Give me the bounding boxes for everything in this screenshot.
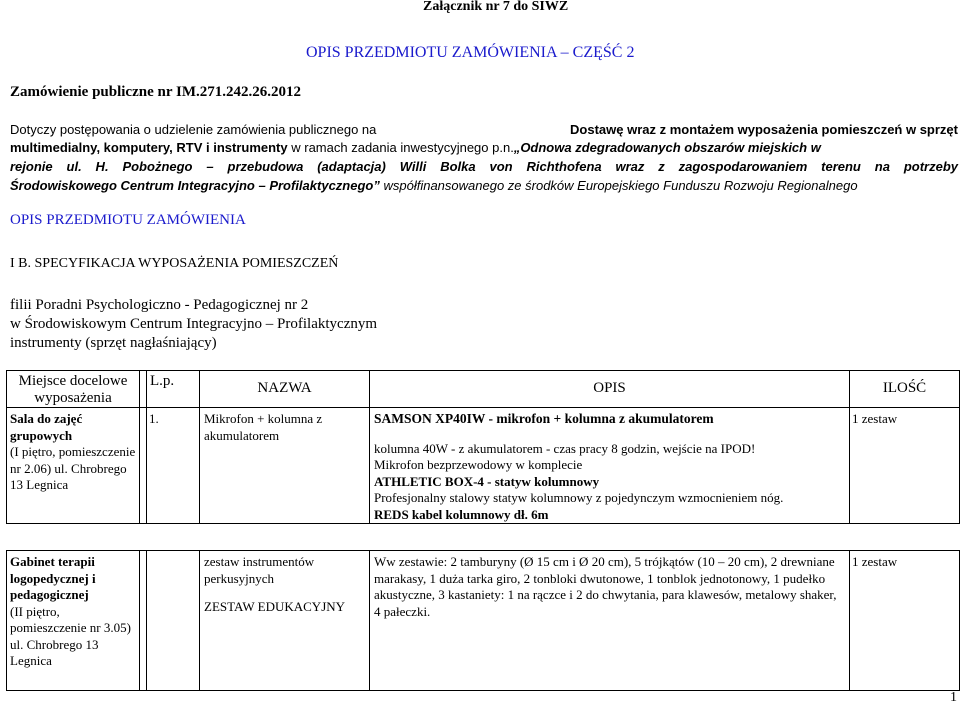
intro-line-2-bold: multimedialny, komputery, RTV i instrumenty xyxy=(10,140,288,155)
row1-desc xyxy=(370,408,850,524)
header-desc: OPIS xyxy=(370,371,850,408)
intro-line-1-bold: Dostawę wraz z montażem wyposażenia pomieszczeń w sprzęt xyxy=(570,122,958,137)
row1-qty: 1 zestaw xyxy=(850,408,960,524)
spec-title: I B. SPECYFIKACJA WYPOSAŻENIA POMIESZCZEŃ xyxy=(10,256,339,271)
row1-name: Mikrofon + kolumna z akumulatorem xyxy=(200,408,370,524)
table-row xyxy=(7,408,960,524)
spec-table-1 xyxy=(6,370,960,524)
table-row xyxy=(7,551,960,691)
intro-line-2-text: w ramach zadania inwestycyjnego p.n. xyxy=(291,140,514,155)
row1-location-name: Sala do zajęć grupowych xyxy=(10,411,83,443)
row2-desc: Ww zestawie: 2 tamburyny (Ø 15 cm i Ø 20 cm), 5 trójkątów (10 – 20 cm), 2 drewniane marakasy, 1 duża tarka giro, 2 tonbloki dwutonowe, 1 tonblok jednotonowy, 1 pudełko akustyczne, 3 kastaniety: 1 na rączce i 2 do chwytania, para klawesów, metalowy shaker, 4 pałeczki. xyxy=(370,551,850,691)
document-title: OPIS PRZEDMIOTU ZAMÓWIENIA – CZĘŚĆ 2 xyxy=(306,44,635,61)
row2-name-line: ZESTAW EDUKACYJNY xyxy=(204,599,346,614)
row2-location-name: Gabinet terapii logopedycznej i pedagogicznej xyxy=(10,554,96,602)
intro-line-3: rejonie ul. H. Pobożnego – przebudowa (adaptacja) Willi Bolka von Richthofena wraz z zagospodarowaniem terenu na potrzeby xyxy=(10,159,958,174)
intro-line-1-text: Dotyczy postępowania o udzielenie zamówienia publicznego na xyxy=(10,122,377,137)
row2-location-details: (II piętro, pomieszczenie nr 3.05) ul. Chrobrego 13 Legnica xyxy=(10,603,131,668)
row2-location xyxy=(7,551,140,691)
row1-desc-line: ATHLETIC BOX-4 - statyw kolumnowy xyxy=(374,473,600,489)
header-qty: ILOŚĆ xyxy=(850,371,960,408)
page-number: 1 xyxy=(950,690,957,705)
row2-name-line: zestaw instrumentów perkusyjnych xyxy=(204,554,315,586)
spacer-cell xyxy=(140,408,147,524)
intro-line-2 xyxy=(10,140,958,155)
subtitle-1: filii Poradni Psychologiczno - Pedagogicznej nr 2 xyxy=(10,297,309,313)
row2-lp xyxy=(147,551,200,691)
header-lp: L.p. xyxy=(147,371,200,408)
annex-label: Załącznik nr 7 do SIWZ xyxy=(423,0,569,14)
spacer-cell xyxy=(140,551,147,691)
order-number: Zamówienie publiczne nr IM.271.242.26.2012 xyxy=(10,84,301,100)
row1-desc-line: Mikrofon bezprzewodowy w komplecie xyxy=(374,457,583,472)
row1-location xyxy=(7,408,140,524)
row1-desc-line: REDS kabel kolumnowy dł. 6m xyxy=(374,506,549,522)
header-location: Miejsce docelowe wyposażenia xyxy=(7,371,140,408)
intro-line-4-bold: Środowiskowego Centrum Integracyjno – Profilaktycznego” xyxy=(10,178,380,193)
row2-name xyxy=(200,551,370,691)
section-title: OPIS PRZEDMIOTU ZAMÓWIENIA xyxy=(10,212,246,228)
subtitle-3: instrumenty (sprzęt nagłaśniający) xyxy=(10,335,217,351)
intro-line-4-italic: współfinansowanego ze środków Europejskiego Funduszu Rozwoju Regionalnego xyxy=(383,178,858,193)
row1-desc-title: SAMSON XP40IW - mikrofon + kolumna z akumulatorem xyxy=(374,411,714,426)
spec-table-2 xyxy=(6,550,960,691)
subtitle-2: w Środowiskowym Centrum Integracyjno – Profilaktycznym xyxy=(10,316,378,332)
row1-lp: 1. xyxy=(147,408,200,524)
table-header-row xyxy=(7,371,960,408)
header-name: NAZWA xyxy=(200,371,370,408)
spacer-cell xyxy=(140,371,147,408)
intro-line-4 xyxy=(10,178,858,193)
row1-desc-line: kolumna 40W - z akumulatorem - czas pracy 8 godzin, wejście na IPOD! xyxy=(374,440,756,456)
row1-location-details: (I piętro, pomieszczenie nr 2.06) ul. Chrobrego 13 Legnica xyxy=(10,444,136,492)
row1-desc-line: Profesjonalny stalowy statyw kolumnowy z pojedynczym wzmocnieniem nóg. xyxy=(374,490,784,505)
row2-qty: 1 zestaw xyxy=(850,551,960,691)
intro-line-2-italic: „Odnowa zdegradowanych obszarów miejskich w xyxy=(513,140,821,155)
intro-line-1 xyxy=(10,122,958,137)
